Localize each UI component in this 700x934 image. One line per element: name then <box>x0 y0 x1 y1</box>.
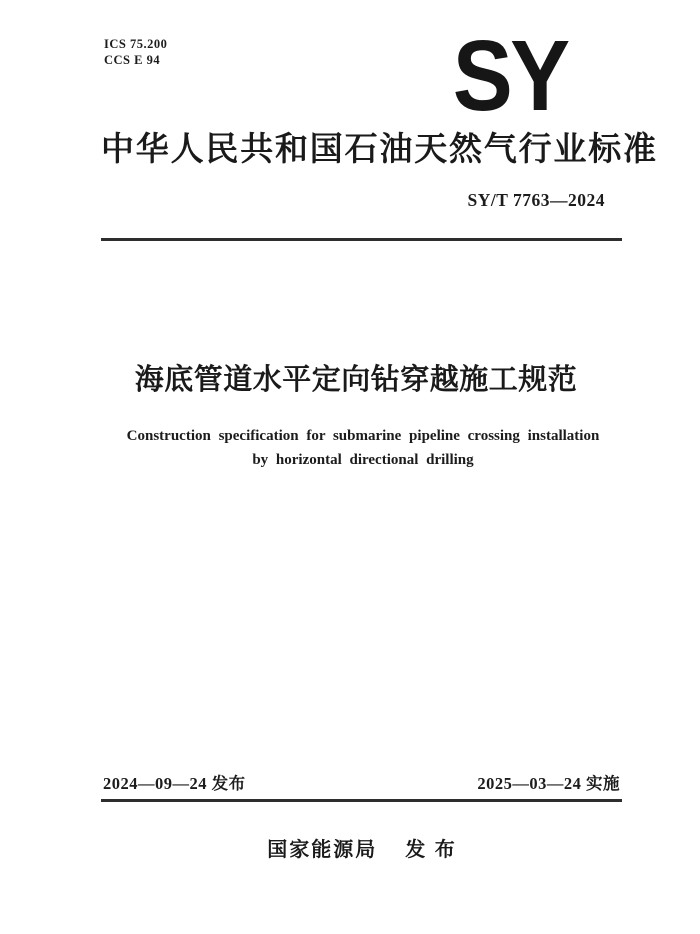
standard-type-heading: 中华人民共和国石油天然气行业标准 <box>101 130 658 167</box>
title-chinese: 海底管道水平定向钻穿越施工规范 <box>134 364 578 396</box>
ics-code: ICS 75.200 <box>104 37 168 51</box>
dates-row <box>103 772 620 796</box>
top-divider <box>101 238 622 241</box>
standard-number: SY/T 7763—2024 <box>467 190 605 210</box>
issue-date: 2024—09—24 发布 <box>103 774 246 793</box>
publish-action: 发 布 <box>405 839 457 861</box>
publisher-line <box>101 836 623 864</box>
title-english <box>73 424 653 472</box>
implement-date: 2025—03—24 实施 <box>477 774 620 793</box>
ccs-code: CCS E 94 <box>104 53 161 67</box>
bottom-divider <box>101 799 622 802</box>
publisher-name: 国家能源局 <box>267 839 378 861</box>
title-english-line1: Construction specification for submarine pipeline crossing installation <box>126 428 600 444</box>
sy-logo: SY <box>452 20 567 132</box>
classification-codes <box>104 36 167 68</box>
title-english-line2: by horizontal directional drilling <box>252 452 474 468</box>
